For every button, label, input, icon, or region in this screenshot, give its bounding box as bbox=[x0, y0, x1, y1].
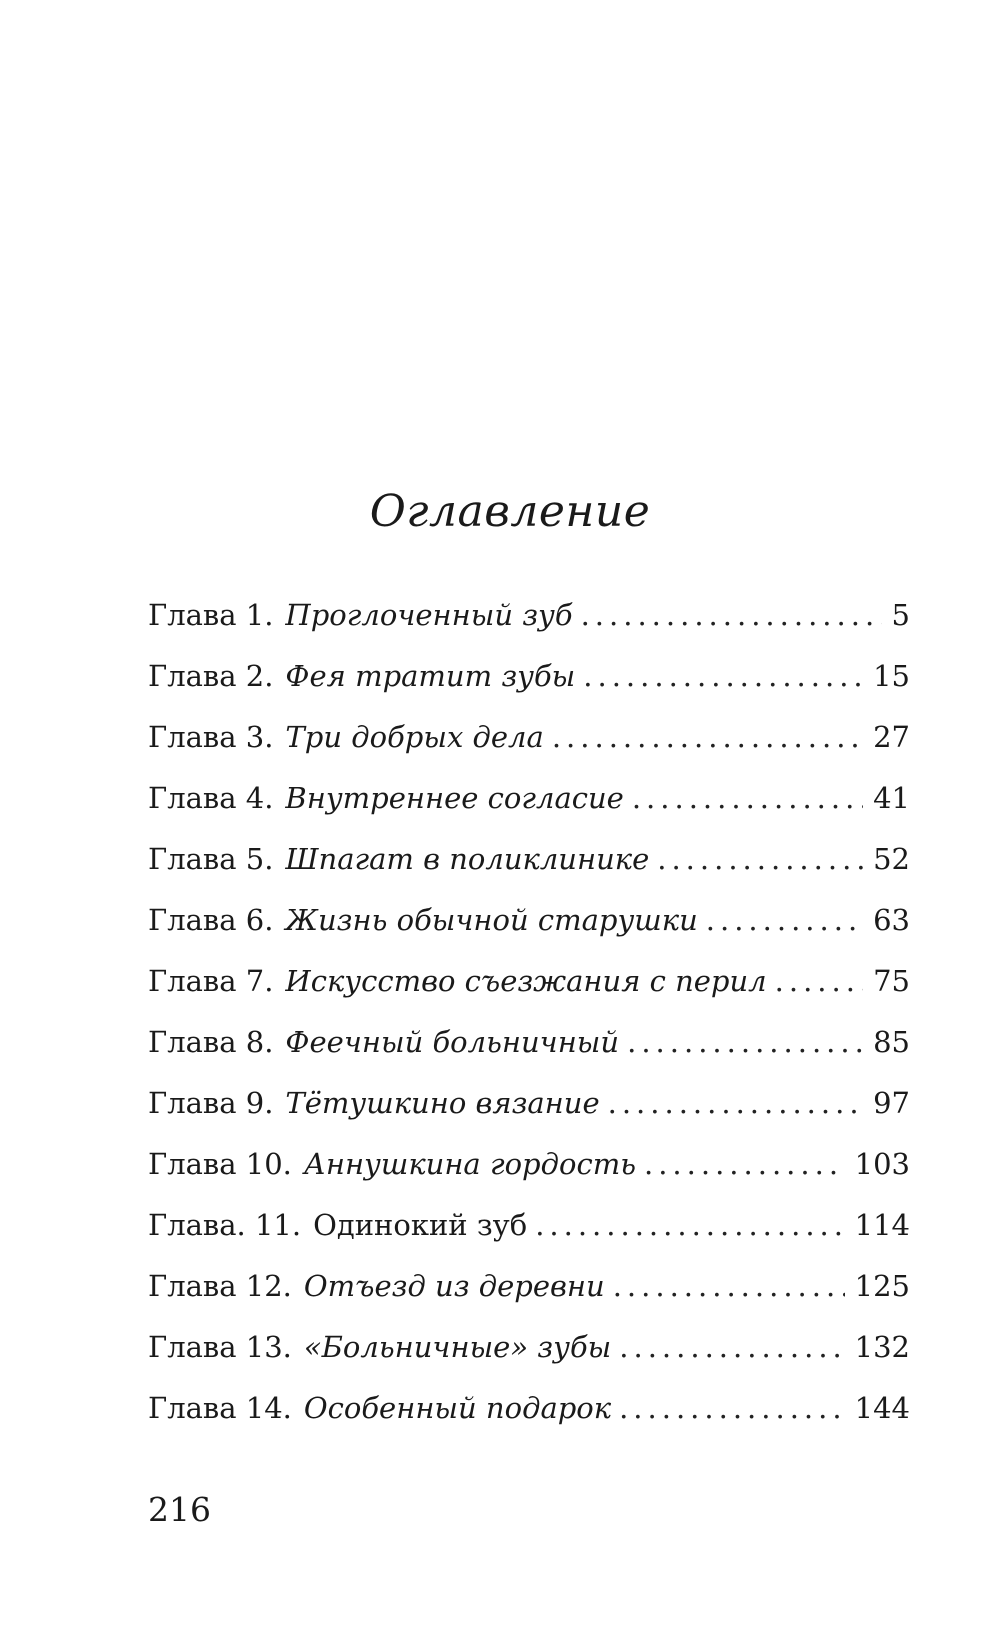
toc-entry bbox=[148, 964, 910, 1025]
chapter-title: Проглоченный зуб bbox=[285, 598, 573, 632]
dot-leader bbox=[619, 1391, 845, 1425]
chapter-title: Искусство съезжания с перил bbox=[285, 964, 767, 998]
chapter-title: Фея тратит зубы bbox=[285, 659, 576, 693]
chapter-label: Глава 1. bbox=[148, 598, 274, 632]
chapter-label: Глава 10. bbox=[148, 1147, 292, 1181]
dot-leader bbox=[613, 1269, 845, 1303]
chapter-title: Особенный подарок bbox=[303, 1391, 612, 1425]
dot-leader bbox=[706, 903, 863, 937]
toc-entry bbox=[148, 842, 910, 903]
page-number: 97 bbox=[873, 1086, 910, 1120]
toc-entry bbox=[148, 1147, 910, 1208]
chapter-label: Глава 2. bbox=[148, 659, 274, 693]
toc-entry bbox=[148, 781, 910, 842]
toc-entry bbox=[148, 1086, 910, 1147]
chapter-label: Глава 14. bbox=[148, 1391, 292, 1425]
dot-leader bbox=[632, 781, 863, 815]
page-title: Оглавление bbox=[369, 486, 651, 537]
dot-leader bbox=[608, 1086, 863, 1120]
chapter-title: Аннушкина гордость bbox=[303, 1147, 636, 1181]
page-number: 27 bbox=[873, 720, 910, 754]
page-number: 132 bbox=[854, 1330, 910, 1364]
chapter-label: Глава 6. bbox=[148, 903, 274, 937]
dot-leader bbox=[619, 1330, 844, 1364]
dot-leader bbox=[535, 1208, 844, 1242]
dot-leader bbox=[552, 720, 863, 754]
toc-entry bbox=[148, 720, 910, 781]
chapter-title: Отъезд из деревни bbox=[303, 1269, 605, 1303]
chapter-label: Глава 3. bbox=[148, 720, 274, 754]
chapter-title: Внутреннее согласие bbox=[285, 781, 624, 815]
chapter-title: Три добрых дела bbox=[285, 720, 544, 754]
page-number: 103 bbox=[854, 1147, 910, 1181]
toc-entry bbox=[148, 598, 910, 659]
dot-leader bbox=[581, 598, 882, 632]
toc-entry bbox=[148, 1025, 910, 1086]
page-number: 15 bbox=[873, 659, 910, 693]
page-number: 75 bbox=[873, 964, 910, 998]
dot-leader bbox=[644, 1147, 845, 1181]
toc-entry bbox=[148, 1208, 910, 1269]
chapter-title: Феечный больничный bbox=[285, 1025, 620, 1059]
chapter-title: Шпагат в поликлинике bbox=[285, 842, 650, 876]
page-number: 114 bbox=[854, 1208, 910, 1242]
page-number: 85 bbox=[873, 1025, 910, 1059]
page-number: 63 bbox=[873, 903, 910, 937]
chapter-label: Глава 13. bbox=[148, 1330, 292, 1364]
dot-leader bbox=[657, 842, 863, 876]
chapter-title: «Больничные» зубы bbox=[303, 1330, 612, 1364]
toc-entry bbox=[148, 1330, 910, 1391]
chapter-label: Глава 12. bbox=[148, 1269, 292, 1303]
dot-leader bbox=[775, 964, 863, 998]
dot-leader bbox=[583, 659, 863, 693]
toc-entry bbox=[148, 1391, 910, 1452]
page-number: 125 bbox=[854, 1269, 910, 1303]
chapter-label: Глава 9. bbox=[148, 1086, 274, 1120]
page-number: 41 bbox=[873, 781, 910, 815]
chapter-title: Жизнь обычной старушки bbox=[285, 903, 698, 937]
chapter-label: Глава 8. bbox=[148, 1025, 274, 1059]
toc-entry bbox=[148, 903, 910, 964]
page-number: 52 bbox=[873, 842, 910, 876]
chapter-title: Одинокий зуб bbox=[313, 1208, 528, 1242]
page-number: 5 bbox=[891, 598, 910, 632]
toc-entry bbox=[148, 1269, 910, 1330]
chapter-label: Глава 5. bbox=[148, 842, 274, 876]
chapter-label: Глава 7. bbox=[148, 964, 274, 998]
chapter-label: Глава 4. bbox=[148, 781, 274, 815]
page-number: 144 bbox=[854, 1391, 910, 1425]
folio-page-number: 216 bbox=[148, 1490, 211, 1529]
table-of-contents bbox=[148, 598, 910, 1452]
chapter-title: Тётушкино вязание bbox=[285, 1086, 600, 1120]
chapter-label: Глава. 11. bbox=[148, 1208, 302, 1242]
dot-leader bbox=[627, 1025, 863, 1059]
toc-entry bbox=[148, 659, 910, 720]
